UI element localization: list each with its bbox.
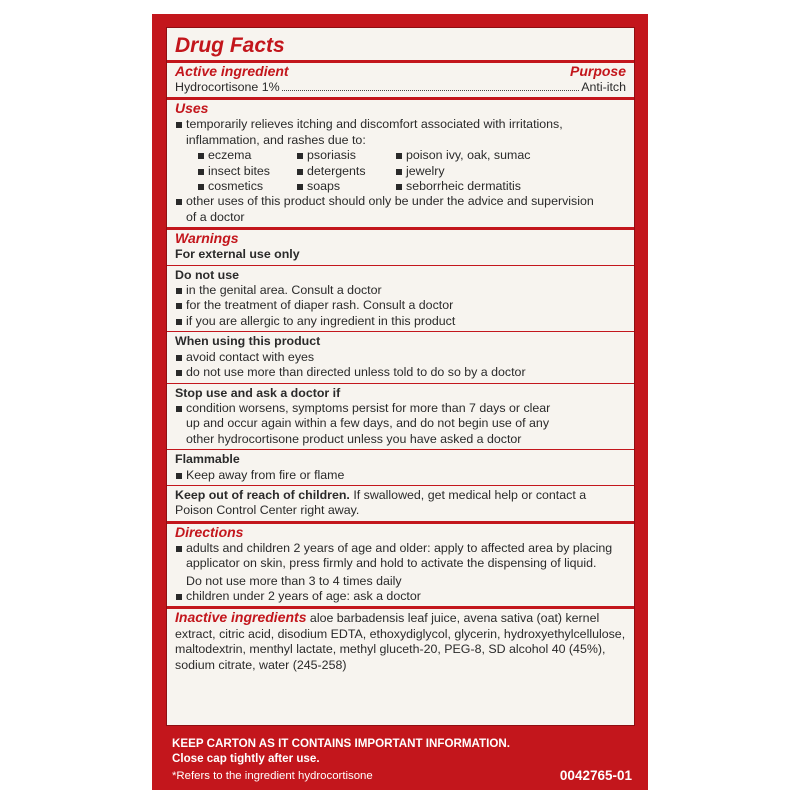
external-use-label: For external use only — [175, 247, 300, 262]
directions-line: adults and children 2 years of age and older: apply to affected area by placing — [186, 540, 613, 555]
flammable-heading: Flammable — [175, 452, 240, 467]
active-ingredient-purpose: Anti-itch — [581, 80, 626, 94]
active-ingredient-row — [175, 80, 626, 97]
inactive-ingredients-line: maltodextrin, menthyl lactate, methyl gluceth-20, PEG-8, SD alcohol 40 (45%), — [175, 642, 606, 657]
inactive-ingredients-line: extract, citric acid, disodium EDTA, ethoxydiglycol, glycerin, hydroxyethylcellulose, — [175, 626, 626, 641]
when-using-item: avoid contact with eyes — [175, 350, 626, 365]
uses-item — [175, 117, 626, 148]
purpose-heading: Purpose — [569, 63, 626, 79]
close-cap-notice: Close cap tightly after use. — [172, 752, 320, 765]
children-warning-line — [175, 486, 626, 503]
directions-line: Do not use more than 3 to 4 times daily — [186, 573, 402, 588]
directions-line: applicator on skin, press firmly and hold to activate the dispensing of liquid. — [186, 556, 597, 571]
uses-item — [175, 194, 626, 227]
title-section — [167, 28, 634, 60]
warnings-heading: Warnings — [175, 230, 239, 247]
warnings-section — [167, 227, 634, 264]
active-ingredient-section — [167, 60, 634, 97]
dot-leader — [282, 90, 580, 91]
uses-item-line: temporarily relieves itching and discomfort associated with irritations, — [186, 117, 563, 132]
when-using-item: do not use more than directed unless told to do so by a doctor — [175, 365, 626, 382]
condition-item: poison ivy, oak, sumac — [395, 148, 530, 163]
stop-use-line: up and occur again within a few days, and do not begin use of any — [186, 416, 550, 431]
uses-item-line: inflammation, and rashes due to: — [186, 132, 366, 147]
active-ingredient-name: Hydrocortisone 1% — [175, 80, 280, 94]
conditions-list — [175, 148, 626, 194]
inactive-ingredients-section — [167, 606, 634, 673]
uses-item-line: of a doctor — [186, 209, 245, 224]
carton-footer — [172, 736, 632, 766]
keep-carton-notice: KEEP CARTON AS IT CONTAINS IMPORTANT INFORMATION. — [172, 737, 510, 750]
refers-footnote: *Refers to the ingredient hydrocortisone — [172, 770, 373, 782]
flammable-section — [167, 449, 634, 485]
condition-item: seborrheic dermatitis — [395, 179, 530, 194]
condition-item: insect bites — [197, 164, 296, 179]
condition-item: soaps — [296, 179, 395, 194]
do-not-use-item: for the treatment of diaper rash. Consult a doctor — [175, 298, 626, 313]
do-not-use-section — [167, 265, 634, 332]
stop-use-line: other hydrocortisone product unless you have asked a doctor — [186, 431, 522, 446]
children-warning-bold: Keep out of reach of children. — [175, 487, 350, 502]
when-using-heading: When using this product — [175, 334, 321, 349]
directions-item — [175, 541, 626, 589]
product-code: 0042765-01 — [559, 768, 632, 783]
inactive-ingredients-heading: Inactive ingredients — [175, 609, 307, 626]
directions-section — [167, 521, 634, 607]
condition-item: eczema — [197, 148, 296, 163]
inactive-ingredients-line — [175, 609, 626, 626]
condition-item: detergents — [296, 164, 395, 179]
uses-heading: Uses — [175, 100, 209, 117]
active-ingredient-heading: Active ingredient — [175, 63, 289, 79]
stop-use-section — [167, 383, 634, 450]
do-not-use-item: in the genital area. Consult a doctor — [175, 283, 626, 298]
directions-item: children under 2 years of age: ask a doctor — [175, 589, 626, 606]
children-warning-line: Poison Control Center right away. — [175, 503, 360, 518]
stop-use-heading: Stop use and ask a doctor if — [175, 385, 341, 400]
children-section — [167, 485, 634, 521]
when-using-section — [167, 331, 634, 382]
stop-use-line: condition worsens, symptoms persist for more than 7 days or clear — [186, 400, 551, 415]
drug-facts-panel — [166, 27, 635, 726]
uses-section — [167, 97, 634, 227]
do-not-use-heading: Do not use — [175, 267, 240, 282]
directions-heading: Directions — [175, 523, 244, 540]
condition-item: psoriasis — [296, 148, 395, 163]
uses-item-line: other uses of this product should only be under the advice and supervision — [186, 194, 594, 209]
flammable-item: Keep away from fire or flame — [175, 468, 626, 485]
inactive-ingredients-text: aloe barbadensis leaf juice, avena sativa (oat) kernel — [306, 611, 600, 626]
do-not-use-item: if you are allergic to any ingredient in this product — [175, 314, 626, 331]
drug-facts-title: Drug Facts — [175, 34, 285, 57]
condition-item: jewelry — [395, 164, 530, 179]
inactive-ingredients-line: sodium citrate, water (245-258) — [175, 657, 347, 672]
children-warning-text: If swallowed, get medical help or contact a — [349, 487, 587, 502]
stop-use-item — [175, 401, 626, 449]
condition-item: cosmetics — [197, 179, 296, 194]
